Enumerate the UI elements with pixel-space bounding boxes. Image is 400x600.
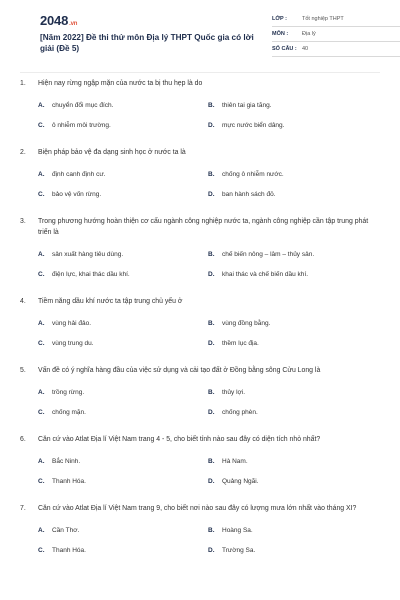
question-stem — [20, 147, 380, 158]
header-divider — [20, 72, 380, 73]
option-text: chế biến nông – lâm – thủy sản. — [222, 250, 315, 258]
meta-row — [272, 42, 400, 57]
answer-option[interactable] — [38, 95, 208, 115]
option-letter: C. — [38, 477, 45, 485]
answer-options — [38, 382, 380, 422]
option-text: bảo vệ vốn rừng. — [52, 190, 102, 198]
question-number: 5. — [20, 367, 26, 374]
question — [20, 216, 380, 284]
question-number: 4. — [20, 298, 26, 305]
option-letter: B. — [208, 250, 215, 258]
option-text: Quảng Ngãi. — [222, 477, 259, 485]
logo-main: 2048 — [40, 13, 69, 28]
exam-meta — [272, 12, 400, 57]
option-letter: B. — [208, 457, 215, 465]
option-letter: A. — [38, 526, 45, 534]
question-number: 6. — [20, 436, 26, 443]
option-letter: A. — [38, 101, 45, 109]
answer-option[interactable] — [38, 402, 208, 422]
question-stem — [20, 78, 380, 89]
answer-option[interactable] — [38, 451, 208, 471]
option-text: ô nhiễm môi trường. — [52, 121, 111, 129]
answer-options — [38, 244, 380, 284]
question — [20, 296, 380, 353]
exam-header — [20, 0, 380, 72]
answer-option[interactable] — [208, 382, 378, 402]
answer-option[interactable] — [38, 540, 208, 560]
option-text: Thanh Hóa. — [52, 477, 86, 485]
option-text: chống mặn. — [52, 408, 86, 416]
meta-value: 40 — [302, 46, 309, 52]
option-letter: C. — [38, 270, 45, 278]
option-letter: D. — [208, 546, 215, 554]
answer-option[interactable] — [38, 164, 208, 184]
answer-option[interactable] — [38, 471, 208, 491]
question — [20, 434, 380, 491]
answer-option[interactable] — [208, 451, 378, 471]
option-text: Cần Thơ. — [52, 526, 80, 534]
option-letter: D. — [208, 270, 215, 278]
option-text: điện lực, khai thác dầu khí. — [52, 270, 130, 278]
option-letter: A. — [38, 457, 45, 465]
question-number: 7. — [20, 505, 26, 512]
meta-key: LỚP : — [272, 16, 287, 22]
question-text: Vấn đề có ý nghĩa hàng đầu của việc sử dụng và cải tạo đất ở Đồng bằng sông Cửu Long là — [38, 367, 321, 374]
option-text: trồng rừng. — [52, 388, 85, 396]
option-text: Trường Sa. — [222, 546, 256, 554]
option-letter: A. — [38, 250, 45, 258]
meta-key: SỐ CÂU : — [272, 46, 297, 52]
option-text: Hoàng Sa. — [222, 526, 253, 534]
question-list — [20, 78, 380, 560]
option-letter: B. — [208, 319, 215, 327]
option-letter: B. — [208, 526, 215, 534]
meta-key: MÔN : — [272, 31, 289, 37]
option-letter: C. — [38, 339, 45, 347]
option-text: thiên tai gia tăng. — [222, 101, 272, 109]
option-text: thủy lợi. — [222, 388, 246, 396]
option-text: chuyển đổi mục đích. — [52, 101, 114, 109]
question-stem — [20, 296, 380, 307]
option-text: thềm lục địa. — [222, 339, 259, 347]
option-text: Thanh Hóa. — [52, 546, 86, 554]
option-letter: A. — [38, 170, 45, 178]
answer-option[interactable] — [38, 382, 208, 402]
option-text: khai thác và chế biến dầu khí. — [222, 270, 309, 278]
answer-option[interactable] — [208, 471, 378, 491]
answer-option[interactable] — [208, 95, 378, 115]
question-stem — [20, 434, 380, 445]
option-text: ban hành sách đỏ. — [222, 190, 276, 198]
question-number: 3. — [20, 218, 26, 225]
option-text: sản xuất hàng tiêu dùng. — [52, 250, 124, 258]
option-letter: B. — [208, 101, 215, 109]
option-letter: D. — [208, 339, 215, 347]
question-stem — [20, 365, 380, 376]
question — [20, 365, 380, 422]
answer-options — [38, 313, 380, 353]
answer-options — [38, 520, 380, 560]
answer-option[interactable] — [208, 115, 378, 135]
question-text: Trong phương hướng hoàn thiện cơ cấu ngành công nghiệp nước ta, ngành công nghiệp cần tập trung phát triển là — [38, 218, 369, 236]
answer-option[interactable] — [38, 333, 208, 353]
site-logo[interactable] — [40, 13, 77, 28]
option-text: vùng hải đảo. — [52, 319, 92, 327]
option-text: vùng trung du. — [52, 339, 94, 347]
option-text: Bắc Ninh. — [52, 457, 81, 465]
option-letter: D. — [208, 190, 215, 198]
option-letter: C. — [38, 546, 45, 554]
answer-option[interactable] — [208, 313, 378, 333]
answer-option[interactable] — [38, 244, 208, 264]
answer-option[interactable] — [208, 540, 378, 560]
answer-option[interactable] — [38, 115, 208, 135]
question-number: 1. — [20, 80, 26, 87]
question — [20, 503, 380, 560]
option-text: chống ô nhiễm nước. — [222, 170, 284, 178]
answer-option[interactable] — [38, 313, 208, 333]
option-text: định canh định cư. — [52, 170, 106, 178]
exam-title: [Năm 2022] Đề thi thử môn Địa lý THPT Quốc gia có lời giải (Đề 5) — [40, 33, 254, 53]
answer-option[interactable] — [208, 520, 378, 540]
option-letter: D. — [208, 477, 215, 485]
question — [20, 78, 380, 135]
question-stem — [20, 503, 380, 514]
option-letter: A. — [38, 319, 45, 327]
question-text: Căn cứ vào Atlat Địa lí Việt Nam trang 4 - 5, cho biết tỉnh nào sau đây có diện tích nhỏ nhất? — [38, 436, 321, 443]
answer-option[interactable] — [38, 264, 208, 284]
answer-option[interactable] — [38, 520, 208, 540]
question — [20, 147, 380, 204]
question-text: Tiềm năng dầu khí nước ta tập trung chủ yếu ở — [38, 298, 183, 305]
option-letter: B. — [208, 170, 215, 178]
answer-options — [38, 95, 380, 135]
question-text: Hiện nay rừng ngập mặn của nước ta bị thu hẹp là do — [38, 80, 203, 87]
meta-value: Địa lý — [302, 31, 316, 37]
question-text: Biện pháp bảo vệ đa dạng sinh học ở nước ta là — [38, 149, 186, 156]
answer-option[interactable] — [208, 402, 378, 422]
option-letter: A. — [38, 388, 45, 396]
option-text: chống phèn. — [222, 408, 258, 416]
meta-value: Tốt nghiệp THPT — [302, 16, 344, 22]
logo-suffix: .vn — [69, 21, 78, 27]
answer-options — [38, 164, 380, 204]
option-letter: C. — [38, 408, 45, 416]
option-text: Hà Nam. — [222, 457, 248, 465]
question-number: 2. — [20, 149, 26, 156]
option-letter: D. — [208, 408, 215, 416]
answer-option[interactable] — [208, 333, 378, 353]
meta-row — [272, 27, 400, 42]
question-text: Căn cứ vào Atlat Địa lí Việt Nam trang 9, cho biết nơi nào sau đây có lượng mưa lớn nhất vào tháng XI? — [38, 505, 357, 512]
option-text: mực nước biển dâng. — [222, 121, 285, 129]
option-letter: C. — [38, 190, 45, 198]
option-letter: D. — [208, 121, 215, 129]
answer-option[interactable] — [38, 184, 208, 204]
answer-option[interactable] — [208, 164, 378, 184]
option-letter: C. — [38, 121, 45, 129]
answer-option[interactable] — [208, 244, 378, 264]
answer-options — [38, 451, 380, 491]
question-stem — [20, 216, 380, 238]
answer-option[interactable] — [208, 184, 378, 204]
meta-row — [272, 12, 400, 27]
answer-option[interactable] — [208, 264, 378, 284]
option-letter: B. — [208, 388, 215, 396]
option-text: vùng đồng bằng. — [222, 319, 271, 327]
